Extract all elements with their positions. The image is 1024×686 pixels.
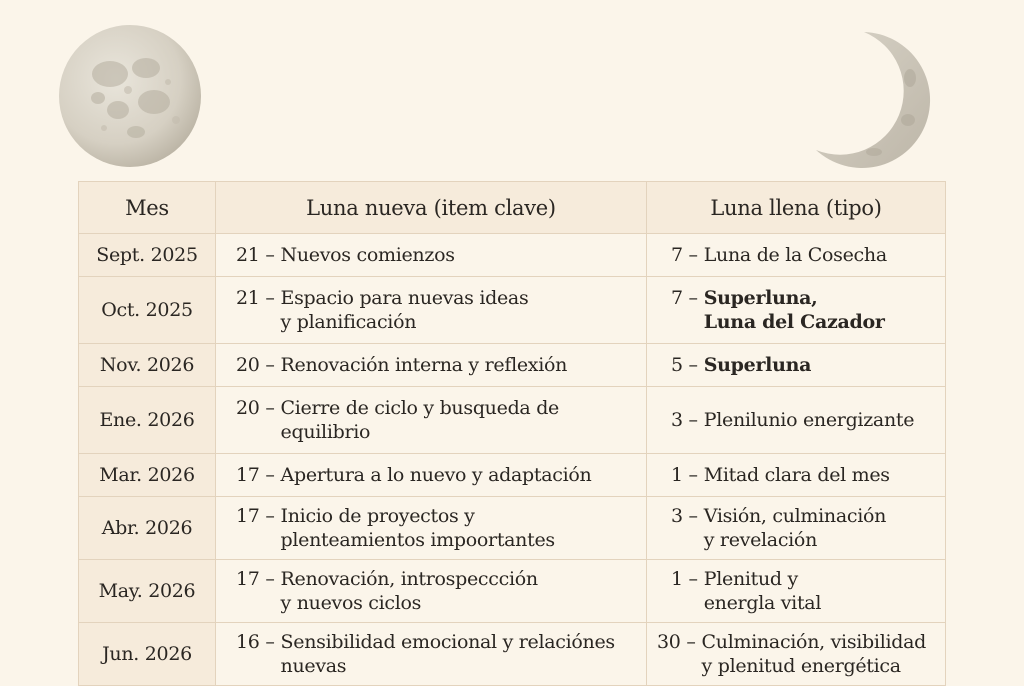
new-moon-cell [216,623,647,686]
full-moon-type: Mitad clara del mes [703,464,890,486]
crescent-moon-icon [812,28,938,168]
header-full-moon: Luna llena (tipo) [647,182,946,234]
full-moon-day: 7 – [671,287,698,309]
month-cell: Sept. 2025 [79,234,216,277]
new-moon-day: 17 – [236,505,275,527]
new-moon-meaning: Inicio de proyectos y plenteamientos impoortantes [280,505,555,551]
new-moon-meaning: Renovación interna y reflexión [280,354,568,376]
month-cell: Nov. 2026 [79,344,216,387]
full-moon-day: 3 – [671,409,698,431]
full-moon-day: 1 – [671,568,698,590]
table-row [79,497,946,560]
full-moon-type: Superluna [703,354,812,376]
new-moon-meaning: Espacio para nuevas ideas y planificación [280,287,529,333]
new-moon-cell [216,497,647,560]
full-moon-day: 3 – [671,505,698,527]
lunar-calendar-table [78,181,946,686]
full-moon-type: Visión, culminación y revelación [703,505,887,551]
new-moon-meaning: Cierre de ciclo y busqueda de equilibrio [280,397,560,443]
new-moon-day: 21 – [236,244,275,266]
table-row [79,344,946,387]
full-moon-cell [647,277,946,344]
month-cell: Jun. 2026 [79,623,216,686]
month-cell: Mar. 2026 [79,454,216,497]
new-moon-day: 20 – [236,354,275,376]
full-moon-day: 5 – [671,354,698,376]
full-moon-type: Culminación, visibilidad y plenitud energética [701,631,926,677]
new-moon-cell [216,387,647,454]
full-moon-cell [647,623,946,686]
table-header-row [79,182,946,234]
new-moon-cell [216,454,647,497]
full-moon-cell [647,344,946,387]
new-moon-day: 17 – [236,568,275,590]
new-moon-meaning: Apertura a lo nuevo y adaptación [280,464,592,486]
full-moon-cell [647,560,946,623]
table-row [79,560,946,623]
table-row [79,387,946,454]
month-cell: Oct. 2025 [79,277,216,344]
full-moon-cell [647,234,946,277]
full-moon-day: 7 – [671,244,698,266]
new-moon-cell [216,234,647,277]
full-moon-day: 30 – [657,631,696,653]
new-moon-day: 21 – [236,287,275,309]
header-new-moon: Luna nueva (item clave) [216,182,647,234]
table-row [79,277,946,344]
full-moon-type: Plenitud y energla vital [703,568,822,614]
table-row [79,623,946,686]
full-moon-type: Luna de la Cosecha [703,244,887,266]
month-cell: Ene. 2026 [79,387,216,454]
month-cell: Abr. 2026 [79,497,216,560]
new-moon-meaning: Renovación, introspeccción y nuevos ciclos [280,568,538,614]
table-row [79,454,946,497]
full-moon-type: Plenilunio energizante [703,409,915,431]
table-row [79,234,946,277]
new-moon-day: 17 – [236,464,275,486]
full-moon-cell [647,454,946,497]
full-moon-day: 1 – [671,464,698,486]
new-moon-cell [216,560,647,623]
new-moon-day: 20 – [236,397,275,419]
full-moon-icon [58,24,202,168]
header-month: Mes [79,182,216,234]
new-moon-day: 16 – [236,631,275,653]
full-moon-cell [647,497,946,560]
new-moon-cell [216,344,647,387]
new-moon-cell [216,277,647,344]
new-moon-meaning: Sensibilidad emocional y relaciónes nuevas [280,631,615,677]
month-cell: May. 2026 [79,560,216,623]
new-moon-meaning: Nuevos comienzos [280,244,455,266]
full-moon-type: Superluna, Luna del Cazador [703,287,885,333]
full-moon-cell [647,387,946,454]
